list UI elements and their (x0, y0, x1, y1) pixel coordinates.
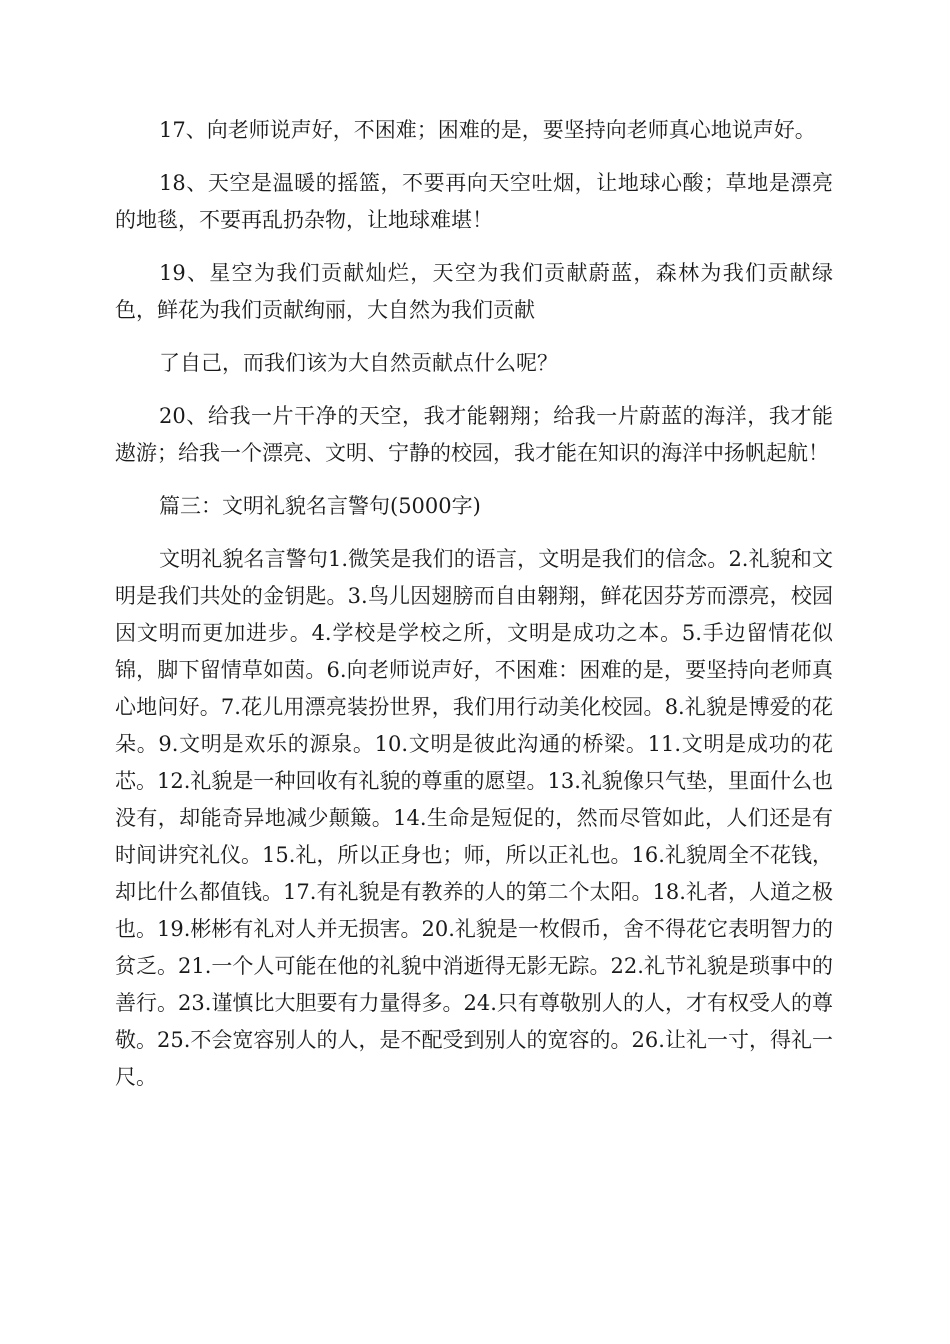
section-body: 文明礼貌名言警句1.微笑是我们的语言，文明是我们的信念。2.礼貌和文明是我们共处的金钥匙。3.鸟儿因翅膀而自由翱翔，鲜花因芬芳而漂亮，校园因文明而更加进步。4.学校是学校之所，文明是成功之本。5.手边留情花似锦，脚下留情草如茵。6.向老师说声好，不困难：困难的是，要坚持向老师真心地问好。7.花儿用漂亮装扮世界，我们用行动美化校园。8.礼貌是博爱的花朵。9.文明是欢乐的源泉。10.文明是彼此沟通的桥梁。11.文明是成功的花芯。12.礼貌是一种回收有礼貌的尊重的愿望。13.礼貌像只气垫，里面什么也没有，却能奇异地减少颠簸。14.生命是短促的，然而尽管如此，人们还是有时间讲究礼仪。15.礼，所以正身也；师，所以正礼也。16.礼貌周全不花钱，却比什么都值钱。17.有礼貌是有教养的人的第二个太阳。18.礼者，人道之极也。19.彬彬有礼对人并无损害。20.礼貌是一枚假币，舍不得花它表明智力的贫乏。21.一个人可能在他的礼貌中消逝得无影无踪。22.礼节礼貌是琐事中的善行。23.谨慎比大胆要有力量得多。24.只有尊敬别人的人，才有权受人的尊敬。25.不会宽容别人的人，是不配受到别人的宽容的。26.让礼一寸，得礼一尺。 (115, 547, 833, 1089)
paragraph-17: 17、向老师说声好，不困难；困难的是，要坚持向老师真心地说声好。 (159, 118, 816, 142)
paragraph-18: 18、天空是温暖的摇篮，不要再向天空吐烟，让地球心酸；草地是漂亮的地毯，不要再乱扔杂物，让地球难堪！ (115, 171, 833, 232)
section-heading: 篇三：文明礼貌名言警句(5000字) (159, 494, 481, 518)
paragraph-19: 19、星空为我们贡献灿烂，天空为我们贡献蔚蓝，森林为我们贡献绿色，鲜花为我们贡献绚丽，大自然为我们贡献 (115, 261, 833, 322)
paragraph-19-continued: 了自己，而我们该为大自然贡献点什么呢？ (159, 351, 558, 375)
paragraph-20: 20、给我一片干净的天空，我才能翱翔；给我一片蔚蓝的海洋，我才能遨游；给我一个漂亮、文明、宁静的校园，我才能在知识的海洋中扬帆起航！ (115, 404, 833, 465)
document-body (115, 112, 833, 1112)
